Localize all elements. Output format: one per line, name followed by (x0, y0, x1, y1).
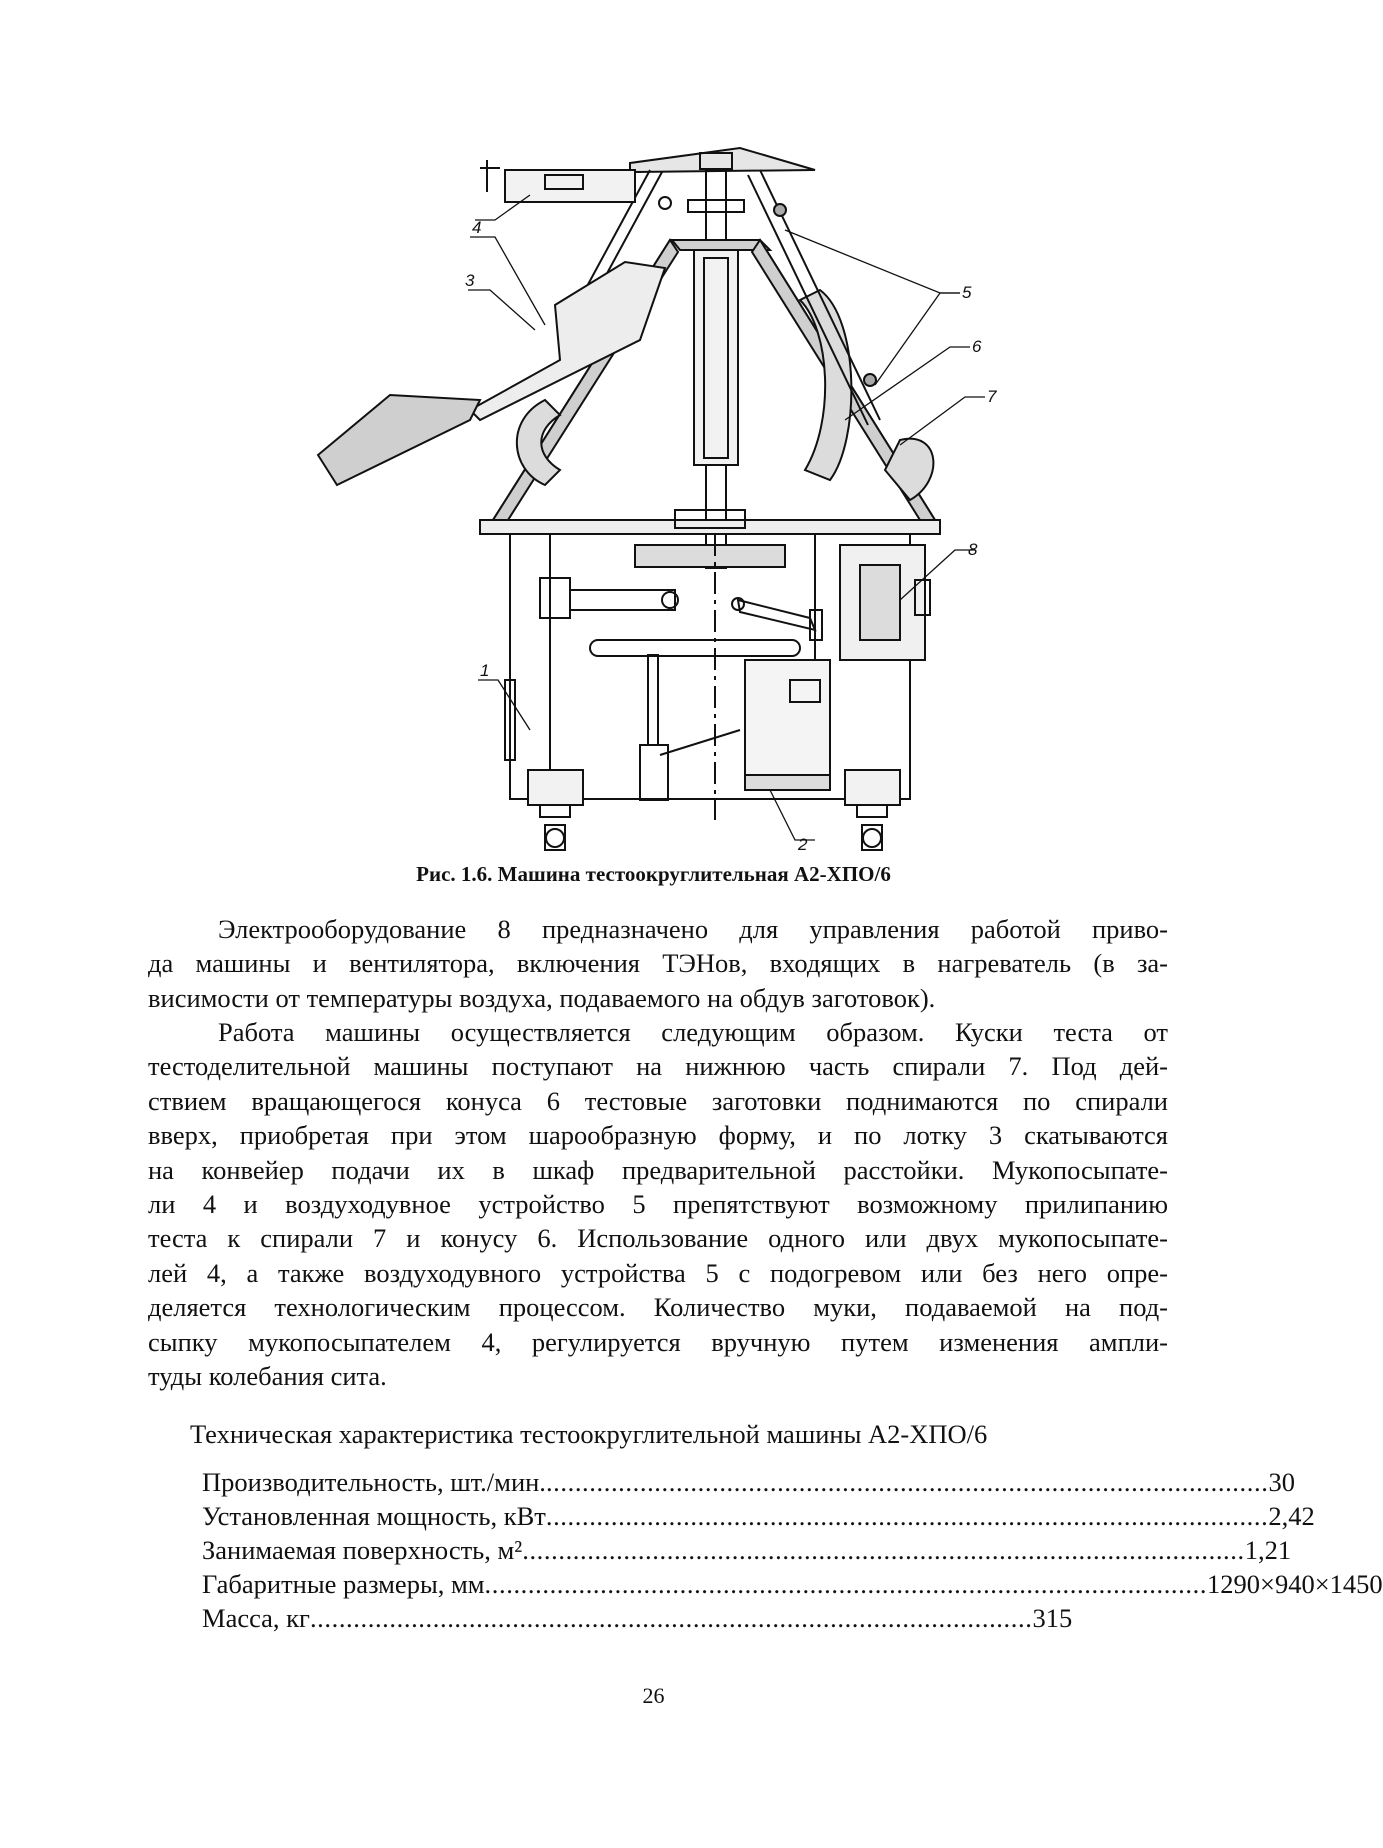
text-line: вверх, приобретая при этом шарообразную форму, и по лотку 3 скатываются (148, 1120, 1168, 1151)
paragraph-electrical (148, 912, 1168, 1015)
svg-text:8: 8 (968, 540, 978, 559)
spec-leader-dots: .................................................................................................... (309, 1603, 1033, 1633)
spec-value: 1290×940×1450 (1207, 1569, 1383, 1599)
text-line: сыпку мукопосыпателем 4, регулируется вручную путем изменения ампли- (148, 1326, 1168, 1357)
specs-title: Техническая характеристика тестоокруглительной машины А2-ХПО/6 (190, 1419, 988, 1449)
spec-value: 1,21 (1244, 1535, 1292, 1565)
spec-value: 30 (1268, 1467, 1295, 1497)
text-line: Электрооборудование 8 предназначено для управления работой приво- (218, 914, 1168, 944)
spec-value: 2,42 (1268, 1501, 1315, 1531)
text-line: на конвейер подачи их в шкаф предварительной расстойки. Мукопосыпате- (148, 1154, 1168, 1185)
machine-drawing (300, 140, 997, 860)
paragraph-operation (148, 1015, 1168, 1393)
spec-leader-dots: .................................................................................................... (522, 1535, 1245, 1565)
spec-label: Производительность, шт./мин. (202, 1467, 546, 1497)
spec-row-power (202, 1501, 1315, 1532)
spec-row-dimensions (202, 1569, 1383, 1600)
svg-text:6: 6 (972, 337, 982, 356)
text-line: лей 4, а также воздуходувного устройства 5 с подогревом или без него опре- (148, 1257, 1168, 1288)
spec-row-area (202, 1535, 1292, 1566)
spec-label: Установленная мощность, кВт (202, 1501, 546, 1531)
text-line: деляется технологическим процессом. Количество муки, подаваемой на под- (148, 1292, 1168, 1323)
spec-label: Масса, кг (202, 1603, 310, 1633)
svg-text:4: 4 (472, 218, 482, 237)
text-line: да машины и вентилятора, включения ТЭНов, входящих в нагреватель (в за- (148, 948, 1168, 979)
spec-leader-dots: .................................................................................................... (545, 1501, 1269, 1531)
text-line: ствием вращающегося конуса 6 тестовые заготовки поднимаются по спирали (148, 1085, 1168, 1116)
figure-caption: Рис. 1.6. Машина тестоокруглительная А2-ХПО/6 (416, 862, 891, 886)
svg-text:1: 1 (480, 661, 490, 680)
svg-text:2: 2 (798, 835, 808, 854)
spec-label: Занимаемая поверхность, м² (202, 1535, 523, 1565)
page-number: 26 (642, 1683, 665, 1708)
spec-row-mass (202, 1603, 1073, 1634)
spec-leader-dots: .................................................................................................... (484, 1569, 1208, 1599)
spec-label: Габаритные размеры, мм (202, 1569, 485, 1599)
text-line: висимости от температуры воздуха, подаваемого на обдув заготовок). (148, 982, 936, 1013)
text-line: тестоделительной машины поступают на нижнюю часть спирали 7. Под дей- (148, 1051, 1168, 1082)
text-line: ли 4 и воздуходувное устройство 5 препятствуют возможному прилипанию (148, 1189, 1168, 1220)
spec-leader-dots: .................................................................................................... (545, 1467, 1269, 1497)
text-line: туды колебания сита. (148, 1361, 387, 1392)
spec-value: 315 (1032, 1603, 1073, 1633)
text-line: теста к спирали 7 и конусу 6. Использование одного или двух мукопосыпате- (148, 1223, 1168, 1254)
svg-text:3: 3 (465, 271, 475, 290)
svg-text:5: 5 (962, 283, 972, 302)
svg-text:7: 7 (987, 387, 997, 406)
spec-row-productivity (202, 1467, 1295, 1498)
machine-figure (300, 140, 997, 860)
text-line: Работа машины осуществляется следующим образом. Куски теста от (218, 1017, 1168, 1047)
